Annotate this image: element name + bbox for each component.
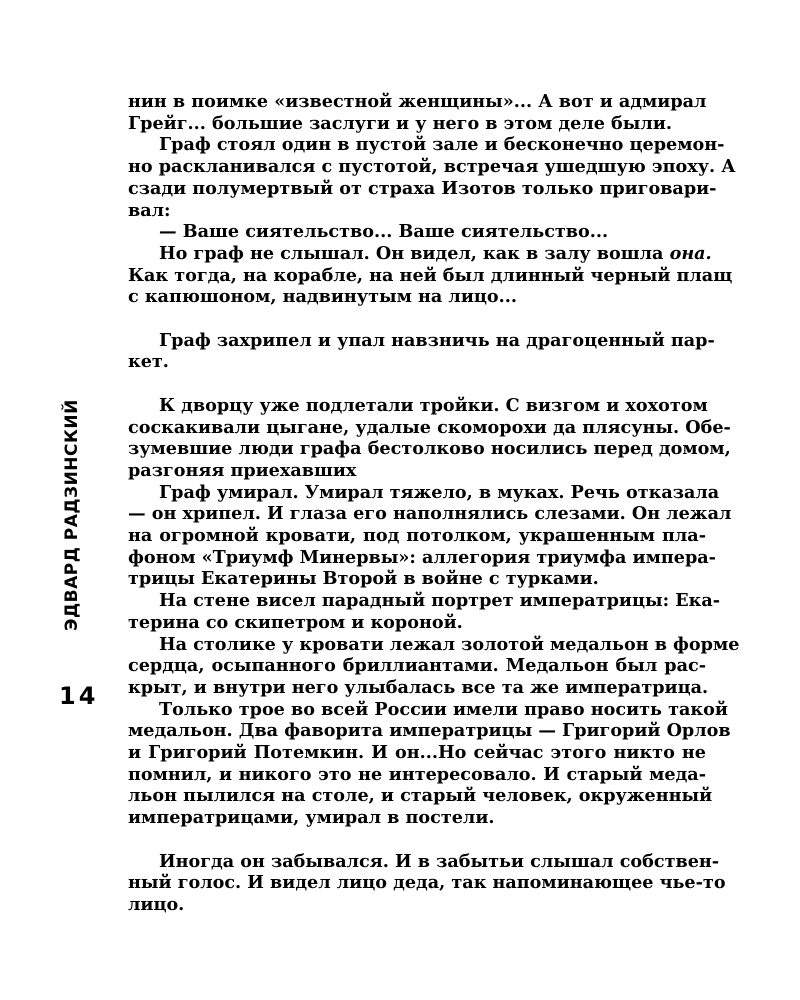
text-line: помнил, и никого это не интересовало. И старый меда- — [128, 763, 706, 785]
text-line: нин в поимке «известной женщины»... А вот и адмирал — [128, 91, 707, 112]
text-line: императрицами, умирал в постели. — [128, 807, 495, 829]
text-line: и Григорий Потемкин. И он...Но сейчас этого никто не — [128, 742, 706, 764]
text-line: лицо. — [128, 893, 185, 915]
text-fragment: Но граф не слышал. Он видел, как в залу вошла — [159, 242, 664, 264]
text-line: крыт, и внутри него улыбалась все та же императрица. — [128, 676, 709, 698]
text-line: — он хрипел. И глаза его наполнялись слезами. Он лежал — [128, 503, 732, 525]
body-text — [128, 91, 740, 916]
text-line: с капюшоном, надвинутым на лицо... — [128, 286, 517, 308]
text-line: зумевшие люди графа бестолково носились перед домом, — [128, 438, 731, 460]
text-line: К дворцу уже подлетали тройки. С визгом и хохотом — [159, 394, 708, 416]
text-line: соскакивали цыгане, удалые скоморохи да плясуны. Обе- — [128, 416, 731, 438]
text-line: разгоняя приехавших — [128, 459, 357, 481]
text-line: Как тогда, на корабле, на ней был длинный черный плащ — [128, 264, 733, 286]
text-line: сзади полумертвый от страха Изотов только приговари- — [128, 177, 717, 199]
text-line: кет. — [128, 351, 169, 373]
text-line: Граф умирал. Умирал тяжело, в муках. Речь отказала — [159, 481, 720, 503]
text-line: ный голос. И видел лицо деда, так напоминающее чье-то — [128, 872, 726, 894]
text-line: Грейг... большие заслуги и у него в этом деле были. — [128, 112, 673, 134]
text-line: медальон. Два фаворита императрицы — Григорий Орлов — [128, 720, 731, 742]
text-line: Граф захрипел и упал навзничь на драгоценный пар- — [159, 329, 715, 351]
text-line: На столике у кровати лежал золотой медальон в форме — [159, 633, 740, 655]
text-line: вал: — [128, 199, 171, 221]
text-line: сердца, осыпанного бриллиантами. Медальон был рас- — [128, 655, 706, 677]
emphasis: она. — [669, 242, 712, 264]
text-line: Только трое во всей России имели право носить такой — [159, 698, 728, 720]
text-line: на огромной кровати, под потолком, украшенным пла- — [128, 525, 706, 547]
running-head-author: ЭДВАРД РАДЗИНСКИЙ — [62, 399, 82, 631]
page-number: 14 — [59, 682, 99, 710]
text-line: но раскланивался с пустотой, встречая ушедшую эпоху. А — [128, 156, 736, 178]
text-line: Граф стоял один в пустой зале и бесконечно церемон- — [159, 134, 725, 156]
text-line: На стене висел парадный портрет императрицы: Ека- — [159, 590, 721, 612]
text-line — [128, 242, 712, 265]
text-line: — Ваше сиятельство... Ваше сиятельство... — [159, 221, 609, 243]
text-line: фоном «Триумф Минервы»: аллегория триумфа импера- — [128, 546, 716, 568]
text-line: льон пылился на столе, и старый человек, окруженный — [128, 785, 713, 807]
text-line: трицы Екатерины Второй в войне с турками. — [128, 568, 599, 590]
text-line: Иногда он забывался. И в забытьи слышал собствен- — [159, 850, 720, 872]
text-line: терина со скипетром и короной. — [128, 611, 463, 633]
